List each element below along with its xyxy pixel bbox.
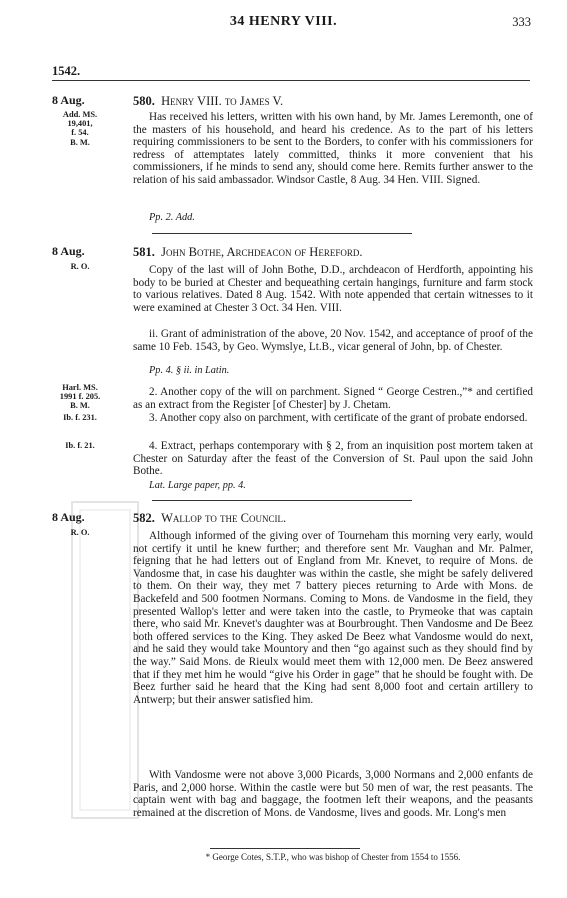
entry-582-paragraph-1: Although informed of the giving over of Tourneham this morning very early, would not certify it until he knew further; and therefore sent Mr. Vaughan and Mr. Palmer, feigning that he had letters out of England from Mr. Knevet, to require of Mons. de Vandosme that, in case his daughter was within the castle, she might be safely delivered to them. On their way, they met 7 battery pieces returning to Arde with Mons. de Backefeld and 500 footmen Normans. Coming to Mons. de Vandosme in the field, they presented Wallop's letter and were taken into the castle, to Prymeoke that was captain there, who said Mr. Knevet's daughter was at Bourbrought. Then Vandosme and De Beez both offered services to the King. They asked De Beez what Vandosme would do next, and he said they would take Mountory and then “go against such as they should find by the way.” Said Mons. de Rieulx would meet them with 12,000 men. De Beez answered that if they met him he would “give his Order in gage” that he should be fought with. De Beez further said he heard that the King had sent 8,000 foot and certain artillery to Antwerp; but their answer satisfied him. <box>133 530 533 706</box>
entry-581-item-4: 4. Extract, perhaps contemporary with § 2, from an inquisition post mortem taken at Chester on Saturday after the feast of the Conversion of St. Paul upon the said John Bothe. <box>133 440 533 478</box>
entry-581-source: R. O. <box>70 262 90 271</box>
year-marker: 1542. <box>52 64 81 78</box>
entry-581-ref-harl: Harl. MS. 1991 f. 205. B. M. <box>59 383 101 411</box>
entry-581-physical: Pp. 4. § ii. in Latin. <box>149 365 230 376</box>
entry-581-will-copy: Copy of the last will of John Bothe, D.D., archdeacon of Herdforth, appointing his body to be buried at Chester and bequeathing certain hangings, furniture and farm stock to various relatives. Dated 8 Aug. 1542. With note appended that certain witnesses to it were examined at Chester 3 Oct. 34 Hen. VIII. <box>133 264 533 314</box>
entry-581-item-3: 3. Another copy also on parchment, with certificate of the grant of probate endorsed. <box>149 412 528 424</box>
entry-581-ref-ib-231: Ib. f. 231. <box>63 413 97 422</box>
entry-581-item-2: 2. Another copy of the will on parchment. Signed “ George Cestren.,”* and certified as an extract from the Register [of Chester] by J. Chetam. <box>133 386 533 411</box>
entry-581-heading: 581. John Bothe, Archdeacon of Hereford. <box>133 245 363 259</box>
library-stamp-watermark <box>70 500 140 820</box>
entry-581-grant: ii. Grant of administration of the above, 20 Nov. 1542, and acceptance of proof of the same 10 Feb. 1543, by Geo. Wymslye, Lt.B., vicar general of John, bp. of Chester. <box>133 328 533 353</box>
entry-divider <box>152 500 412 501</box>
entry-581-item-4-physical: Lat. Large paper, pp. 4. <box>149 480 246 491</box>
entry-581-date: 8 Aug. <box>52 244 85 258</box>
entry-580-physical: Pp. 2. Add. <box>149 212 195 223</box>
entry-divider <box>152 233 412 234</box>
entry-582-source: R. O. <box>70 528 90 537</box>
entry-582-date: 8 Aug. <box>52 510 85 524</box>
year-rule <box>52 80 530 81</box>
footnote: * George Cotes, S.T.P., who was bishop of Chester from 1554 to 1556. <box>205 852 461 862</box>
running-head <box>0 14 567 32</box>
entry-580-source: Add. MS. 19,401, f. 54. B. M. <box>62 110 98 147</box>
entry-580-summary: Has received his letters, written with his own hand, by Mr. James Leremonth, one of the masters of his household, and heard his credence. As to the part of his letters requiring commissioners to be sent to the Borders, to confer with his commissioners for redress of attemptates lately committed, thinks it more convenient that his commissioners, if he minds to send any, should come here. Remits further answer to the relation of his said ambassador. Windsor Castle, 8 Aug. 34 Hen. VIII. Signed. <box>133 111 533 186</box>
entry-582-paragraph-2: With Vandosme were not above 3,000 Picards, 3,000 Normans and 2,000 enfants de Paris, and 2,000 horse. Within the castle were but 50 men of war, the rest peasants. The captain went with bag and baggage, the footmen left their weapons, and the peasants remained at the discretion of Mons. de Vandosme, lives and goods. Mr. Long's men <box>133 769 533 819</box>
entry-580-heading: 580. Henry VIII. to James V. <box>133 94 284 108</box>
footnote-rule <box>210 848 360 849</box>
page-number: 333 <box>512 15 531 29</box>
entry-581-ref-ib-21: Ib. f. 21. <box>65 441 95 450</box>
entry-580-date: 8 Aug. <box>52 93 85 107</box>
entry-582-heading: 582. Wallop to the Council. <box>133 511 287 525</box>
running-title: 34 HENRY VIII. <box>229 14 338 29</box>
